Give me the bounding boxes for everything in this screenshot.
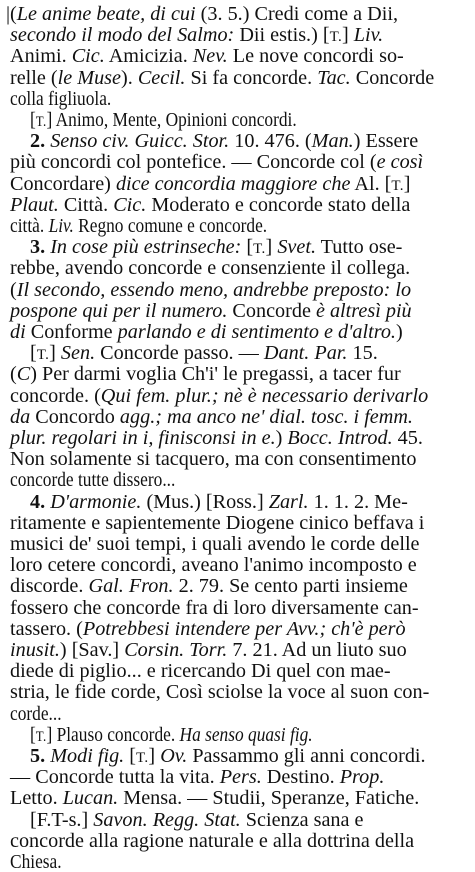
text-line: più concordi col pontefice. — Concorde col (e così xyxy=(10,151,424,173)
text-line: corde... xyxy=(10,703,62,725)
text-line: (Il secondo, essendo meno, andrebbe preposto: lo xyxy=(10,279,412,301)
text-line: da Concordo agg.; ma anco ne' dial. tosc. i femm. xyxy=(10,406,413,428)
text-line: [T.] Plauso concorde. Ha senso quasi fig. xyxy=(30,724,313,746)
text-line: plur. regolari in i, finisconsi in e.) Bocc. Introd. 45. xyxy=(10,427,423,449)
text-line: di Conforme parlando e di sentimento e d'altro.) xyxy=(10,321,403,343)
text-line: musici de' suoi tempi, i quali avendo le corde delle xyxy=(10,533,420,555)
text-line: rebbe, avendo concorde e consenziente il collega. xyxy=(10,257,411,279)
text-line: 3. In cose più estrinseche: [T.] Svet. Tutto ose- xyxy=(30,236,403,258)
text-line: ritamente e sapientemente Diogene cinico beffava i xyxy=(10,512,425,534)
text-line: |(Le anime beate, di cui (3. 5.) Credi come a Dii, xyxy=(6,3,398,25)
text-line: loro cetere concordi, aveano l'animo incomposto e xyxy=(10,554,417,576)
text-line: — Concorde tutta la vita. Pers. Destino. Prop. xyxy=(10,766,385,788)
text-line: concorde alla ragione naturale e alla dottrina della xyxy=(10,830,415,852)
text-line: [T.] Sen. Concorde passo. — Dant. Par. 15. xyxy=(30,342,378,364)
text-line: (C) Per darmi voglia Ch'i' le pregassi, a tacer fur xyxy=(10,363,401,385)
text-line: [T.] Animo, Mente, Opinioni concordi. xyxy=(30,109,297,131)
text-line: relle (le Muse). Cecil. Si fa concorde. Tac. Concorde xyxy=(10,67,435,89)
text-line: Non solamente si tacquero, ma con consentimento xyxy=(10,448,417,470)
text-line: concorde. (Qui fem. plur.; nè è necessario derivarlo xyxy=(10,385,429,407)
text-line: 5. Modi fig. [T.] Ov. Passammo gli anni concordi. xyxy=(30,745,426,767)
text-line: Concordare) dice concordia maggiore che Al. [T.] xyxy=(10,173,411,195)
text-line: stria, le fide corde, Così sciolse la voce al suon con- xyxy=(10,681,430,703)
text-line: Letto. Lucan. Mensa. — Studii, Speranze, Fatiche. xyxy=(10,787,420,809)
text-line: [F.T-s.] Savon. Regg. Stat. Scienza sana e xyxy=(30,809,364,831)
text-line: discorde. Gal. Fron. 2. 79. Se cento parti insieme xyxy=(10,575,408,597)
text-line: secondo il modo del Salmo: Dii estis.) [T.] Liv. xyxy=(10,24,384,46)
text-line: pospone qui per il numero. Concorde è altresì più xyxy=(10,300,412,322)
text-line: Chiesa. xyxy=(10,851,62,872)
text-line: colla figliuola. xyxy=(10,88,112,110)
text-line: tassero. (Potrebbesi intendere per Avv.; ch'è però xyxy=(10,618,406,640)
text-line: inusit.) [Sav.] Corsin. Torr. 7. 21. Ad un liuto suo xyxy=(10,639,407,661)
text-line: città. Liv. Regno comune e concorde. xyxy=(10,215,268,237)
text-line: Animi. Cic. Amicizia. Nev. Le nove concordi so- xyxy=(10,45,404,67)
text-line: 4. D'armonie. (Mus.) [Ross.] Zarl. 1. 1. 2. Me- xyxy=(30,491,408,513)
text-line: 2. Senso civ. Guicc. Stor. 10. 476. (Man.) Essere xyxy=(30,130,419,152)
text-line: Plaut. Città. Cic. Moderato e concorde stato della xyxy=(10,194,411,216)
text-line: diede di piglio... e ricercando Di quel con mae- xyxy=(10,660,391,682)
text-line: concorde tutte dissero... xyxy=(10,469,176,491)
text-line: fossero che concorde fra di loro diversamente can- xyxy=(10,597,419,619)
